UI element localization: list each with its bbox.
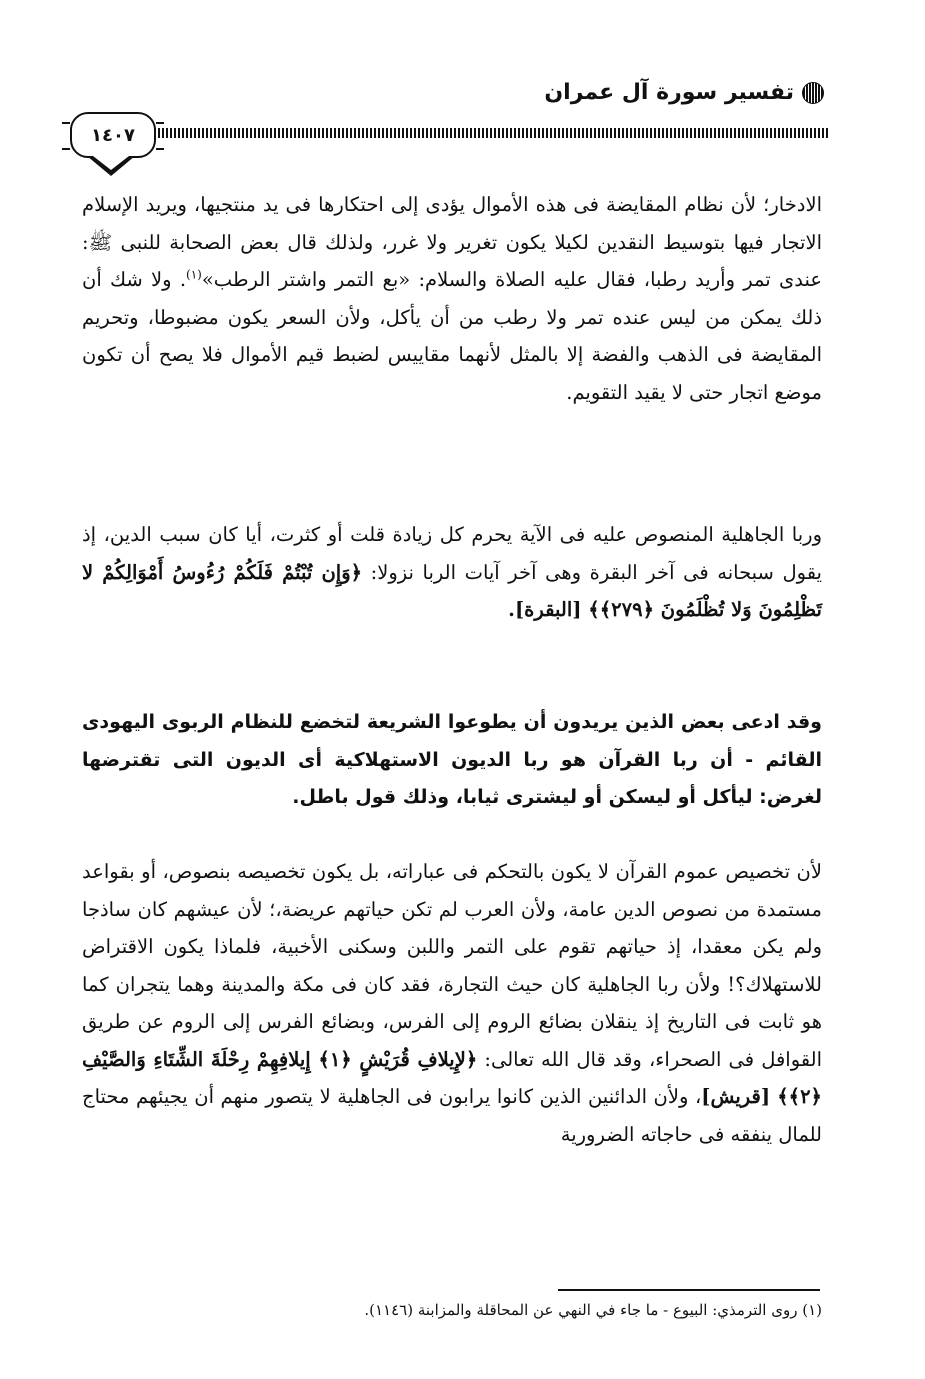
paragraph-4	[82, 853, 822, 1153]
header-title-group	[544, 80, 824, 105]
ornament-icon	[802, 82, 824, 104]
page-number-badge	[70, 112, 156, 158]
paragraph-text	[82, 516, 822, 629]
page-number: ١٤٠٧	[91, 124, 135, 146]
paragraph-text-part: لأن تخصيص عموم القرآن لا يكون بالتحكم فى عباراته، بل يكون تخصيصه بنصوص، أو بقواعد مستمدة من نصوص الدين عامة، ولأن العرب لم تكن حياتهم عريضة،؛ لأن عيشهم كان ساذجا ولم يكن معقدا، إذ حياتهم تقوم على التمر واللبن وسكنى الأخبية، فلماذا يكون الاقتراض للاستهلاك؟! ولأن ربا الجاهلية كان حيث التجارة، فقد كان فى مكة والمدينة وهما يتجران كما هو ثابت فى التاريخ إذ ينقلان بضائع الروم إلى الفرس، وبضائع الفرس إلى الروم عن طريق القوافل فى الصحراء، وقد قال الله تعالى:	[82, 860, 822, 1071]
bold-paragraph-text: وقد ادعى بعض الذين يريدون أن يطوعوا الشريعة لتخضع للنظام الربوى اليهودى القائم - أن ربا القرآن هو ربا الديون الاستهلاكية أى الديون التى تقترضها لغرض: ليأكل أو ليسكن أو ليشترى ثيابا، وذلك قول باطل.	[82, 711, 822, 808]
badge-ornament-inner	[93, 156, 129, 170]
quran-verse: ﴿وَإِن تُبْتُمْ فَلَكُمْ رُءُوسُ أَمْوَالِكُمْ لا تَظْلِمُونَ وَلا تُظْلَمُونَ ﴿٢٧٩﴾﴾	[82, 560, 822, 621]
paragraph-2	[82, 516, 822, 629]
page-header	[70, 70, 828, 180]
paragraph-1	[82, 186, 822, 411]
footnote: (١) روى الترمذي: البيوع - ما جاء في النهي عن المحاقلة والمزابنة (١١٤٦).	[364, 1301, 822, 1319]
verse-source: [البقرة].	[508, 598, 589, 621]
paragraph-text-part: الادخار؛ لأن نظام المقايضة فى هذه الأموال يؤدى إلى احتكارها فى يد منتجيها، ويريد الإسلام الاتجار فيها بتوسيط النقدين لكيلا يكون تغرير ولا غرر، ولذلك قال بعض الصحابة للنبى ﷺ: عندى تمر وأريد رطبا، فقال عليه الصلاة والسلام: «بع التمر واشتر الرطب»	[82, 193, 822, 291]
footnote-ref: (١)	[186, 267, 202, 282]
paragraph-text-part: . ولا شك أن ذلك يمكن من ليس عنده تمر ولا رطب من أن يأكل، ولأن السعر يكون مضبوطا، وتحريم المقايضة فى الذهب والفضة إلا بالمثل لأنهما مقاييس لضبط قيم الأموال فلا يصح أن تكون موضع اتجار حتى لا يقيد التقويم.	[82, 268, 822, 404]
paragraph-text-part: وربا الجاهلية المنصوص عليه فى الآية يحرم كل زيادة قلت أو كثرت، أيا كان سبب الدين، إذ يقول سبحانه فى آخر البقرة وهى آخر آيات الربا نزولا:	[82, 523, 822, 584]
header-rule	[146, 128, 828, 138]
paragraph-text	[82, 853, 822, 1153]
footnote-divider	[558, 1289, 820, 1291]
paragraph-text-part: ، ولأن الدائنين الذين كانوا يرابون فى الجاهلية لا يتصور منهم أن يجيئهم محتاج للمال ينفقه فى حاجاته الضرورية	[82, 1085, 822, 1146]
verse-source: [قريش]	[701, 1085, 778, 1108]
page-title: تفسير سورة آل عمران	[544, 80, 794, 105]
paragraph-3	[82, 704, 822, 817]
paragraph-text	[82, 186, 822, 411]
quran-verse: ﴿لإِيلافِ قُرَيْشٍ ﴿١﴾ إِيلافِهِمْ رِحْلَةَ الشِّتَاءِ وَالصَّيْفِ ﴿٢﴾﴾	[82, 1047, 822, 1108]
